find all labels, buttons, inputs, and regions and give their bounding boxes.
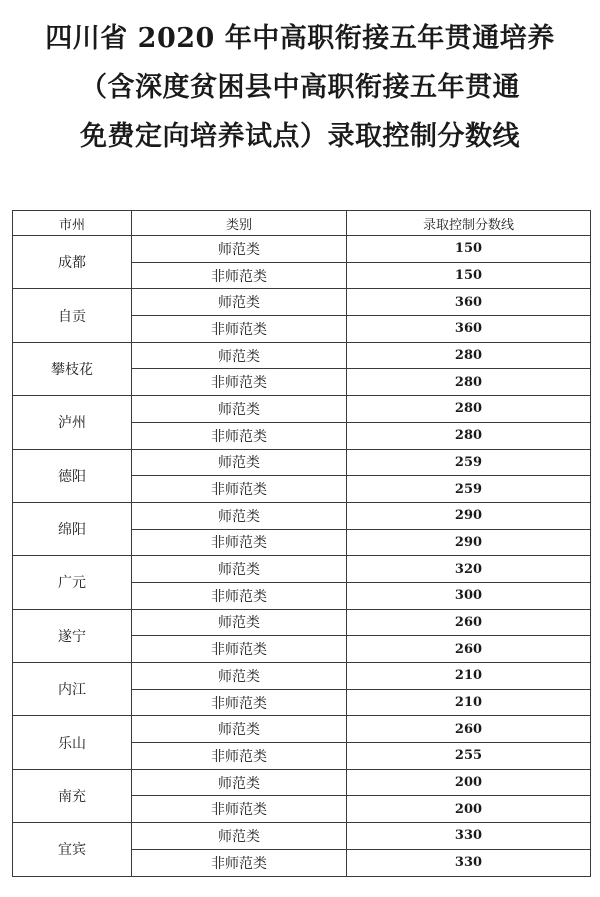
category-cell: 师范类	[132, 289, 347, 316]
title-line-3: 免费定向培养试点）录取控制分数线	[80, 121, 520, 152]
score-cell: 360	[347, 316, 591, 343]
city-cell: 南充	[13, 769, 132, 822]
category-cell: 师范类	[132, 716, 347, 743]
score-cell: 330	[347, 849, 591, 876]
score-cell: 290	[347, 502, 591, 529]
score-cell: 260	[347, 609, 591, 636]
score-cell: 150	[347, 236, 591, 263]
city-cell: 德阳	[13, 449, 132, 502]
table-row	[13, 609, 591, 636]
table-header-row	[13, 211, 591, 236]
score-cell: 200	[347, 769, 591, 796]
table-row	[13, 289, 591, 316]
table-row	[13, 449, 591, 476]
header-score: 录取控制分数线	[347, 211, 591, 236]
score-cell: 300	[347, 582, 591, 609]
city-cell: 宜宾	[13, 823, 132, 876]
score-cell: 259	[347, 449, 591, 476]
table-body	[13, 236, 591, 877]
table-row	[13, 716, 591, 743]
title-line-1: 四川省 2020 年中高职衔接五年贯通培养	[45, 23, 555, 54]
score-cell: 200	[347, 796, 591, 823]
title-line-2: （含深度贫困县中高职衔接五年贯通	[80, 72, 520, 103]
category-cell: 师范类	[132, 342, 347, 369]
score-cell: 150	[347, 262, 591, 289]
score-cell: 260	[347, 636, 591, 663]
score-cell: 255	[347, 743, 591, 770]
category-cell: 非师范类	[132, 422, 347, 449]
score-table	[12, 210, 591, 877]
category-cell: 非师范类	[132, 636, 347, 663]
city-cell: 广元	[13, 556, 132, 609]
category-cell: 师范类	[132, 236, 347, 263]
header-category: 类别	[132, 211, 347, 236]
score-cell: 280	[347, 396, 591, 423]
category-cell: 师范类	[132, 769, 347, 796]
table-row	[13, 769, 591, 796]
score-cell: 320	[347, 556, 591, 583]
table-row	[13, 663, 591, 690]
category-cell: 非师范类	[132, 369, 347, 396]
table-row	[13, 502, 591, 529]
category-cell: 师范类	[132, 609, 347, 636]
city-cell: 自贡	[13, 289, 132, 342]
document-title	[0, 14, 600, 161]
table-row	[13, 396, 591, 423]
table-row	[13, 823, 591, 850]
city-cell: 乐山	[13, 716, 132, 769]
category-cell: 非师范类	[132, 849, 347, 876]
score-cell: 280	[347, 422, 591, 449]
category-cell: 非师范类	[132, 262, 347, 289]
table-row	[13, 342, 591, 369]
city-cell: 绵阳	[13, 502, 132, 555]
city-cell: 攀枝花	[13, 342, 132, 395]
score-cell: 280	[347, 342, 591, 369]
score-cell: 280	[347, 369, 591, 396]
score-cell: 360	[347, 289, 591, 316]
category-cell: 非师范类	[132, 743, 347, 770]
score-cell: 290	[347, 529, 591, 556]
score-cell: 330	[347, 823, 591, 850]
category-cell: 师范类	[132, 823, 347, 850]
category-cell: 非师范类	[132, 476, 347, 503]
category-cell: 非师范类	[132, 529, 347, 556]
score-cell: 210	[347, 689, 591, 716]
category-cell: 非师范类	[132, 796, 347, 823]
city-cell: 成都	[13, 236, 132, 289]
table-row	[13, 556, 591, 583]
category-cell: 师范类	[132, 449, 347, 476]
city-cell: 泸州	[13, 396, 132, 449]
score-cell: 260	[347, 716, 591, 743]
table-row	[13, 236, 591, 263]
category-cell: 非师范类	[132, 689, 347, 716]
score-cell: 259	[347, 476, 591, 503]
category-cell: 师范类	[132, 556, 347, 583]
category-cell: 师范类	[132, 396, 347, 423]
city-cell: 内江	[13, 663, 132, 716]
category-cell: 非师范类	[132, 316, 347, 343]
score-cell: 210	[347, 663, 591, 690]
header-city: 市州	[13, 211, 132, 236]
city-cell: 遂宁	[13, 609, 132, 662]
category-cell: 师范类	[132, 663, 347, 690]
category-cell: 师范类	[132, 502, 347, 529]
category-cell: 非师范类	[132, 582, 347, 609]
